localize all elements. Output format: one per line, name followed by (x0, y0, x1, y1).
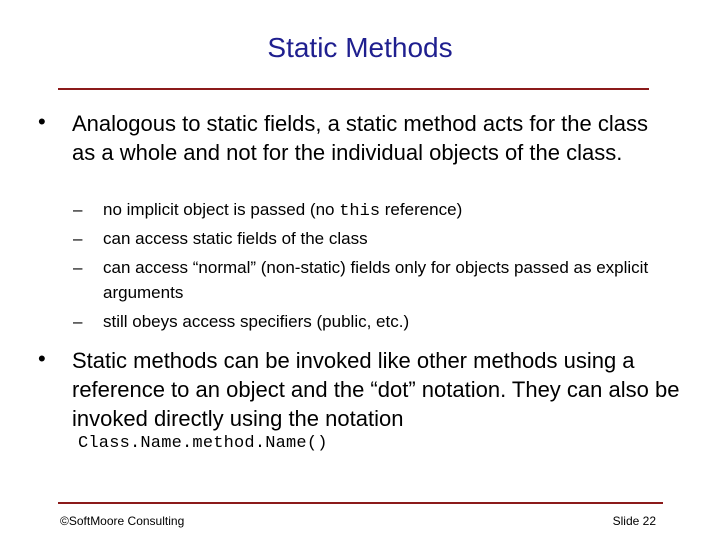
bullet-dot-icon: • (38, 346, 46, 371)
sub-item-2 (73, 226, 683, 252)
sub-item-1-text-after: reference) (380, 200, 463, 219)
dash-icon: – (73, 312, 83, 331)
dash-icon: – (73, 200, 83, 219)
title-divider (58, 88, 649, 90)
sub-item-1-code: this (339, 202, 381, 221)
dash-icon: – (73, 229, 83, 248)
slide-number: Slide 22 (612, 514, 656, 528)
bullet-1-text: Analogous to static fields, a static method acts for the class as a whole and not for the individual objects of the class. (72, 111, 648, 165)
sub-item-1-text-before: no implicit object is passed (no (103, 200, 340, 219)
bullet-2-text: Static methods can be invoked like other methods using a reference to an object and the “dot” notation. They can also be invoked directly using the notation (72, 348, 680, 431)
sub-item-4-text: still obeys access specifiers (public, etc.) (103, 312, 410, 331)
bullet-1 (38, 109, 672, 167)
sub-item-1 (73, 197, 683, 225)
bullet-2 (38, 346, 682, 433)
dash-icon: – (73, 258, 83, 277)
slide-title: Static Methods (267, 32, 453, 63)
footer-divider (58, 502, 663, 504)
footer-copyright: ©SoftMoore Consulting (60, 514, 185, 528)
sub-item-3 (73, 255, 683, 305)
sub-item-3-text: can access “normal” (non-static) fields only for objects passed as explicit arguments (103, 258, 649, 302)
sub-item-2-text: can access static fields of the class (103, 229, 368, 248)
sub-item-4 (73, 309, 683, 335)
bullet-dot-icon: • (38, 109, 46, 134)
code-example: Class.Name.method.Name() (78, 434, 328, 453)
